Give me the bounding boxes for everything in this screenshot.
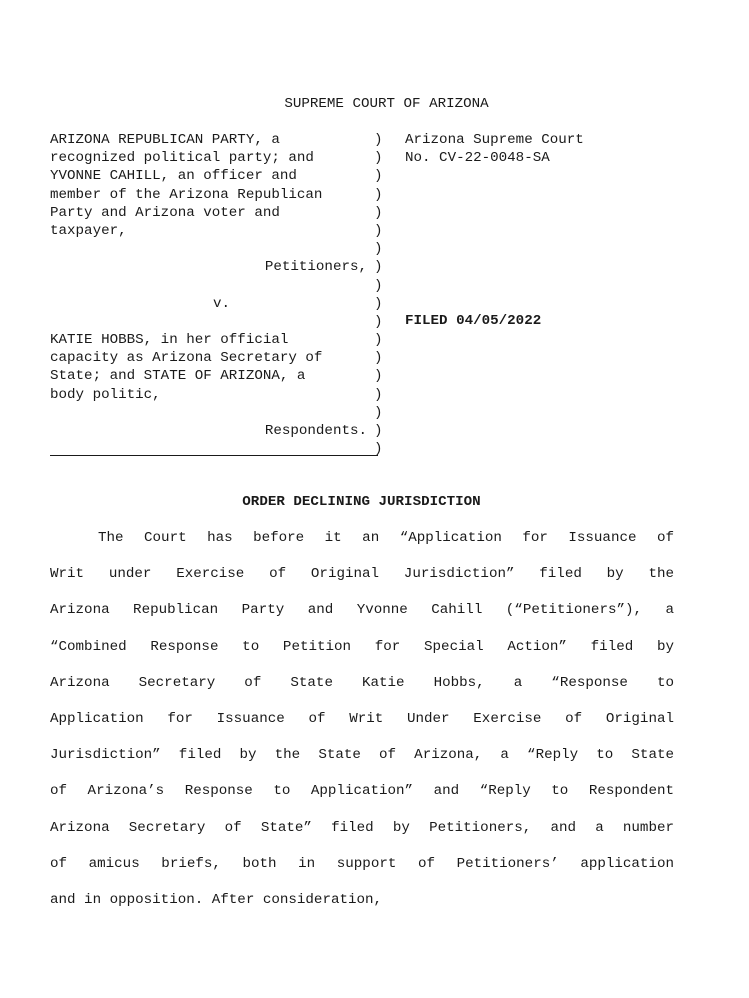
- body-line: Arizona Republican Party and Yvonne Cahill (“Petitioners”), a: [50, 602, 674, 619]
- respondent-line: body politic,: [50, 386, 161, 403]
- filed-date: FILED 04/05/2022: [405, 313, 542, 329]
- body-line: Application for Issuance of Writ Under Exercise of Original: [50, 710, 674, 727]
- blank-line: [50, 277, 367, 295]
- petitioner-line: recognized political party; and: [50, 150, 314, 167]
- body-line: Arizona Secretary of State Katie Hobbs, a “Response to: [50, 674, 674, 691]
- caption-paren: ): [374, 277, 383, 294]
- caption-paren: ): [374, 404, 383, 421]
- caption-paren: ): [374, 368, 383, 385]
- caption-paren: ): [374, 441, 383, 458]
- body-line: of amicus briefs, both in support of Petitioners’ application: [50, 855, 674, 872]
- body-line: “Combined Response to Petition for Special Action” filed by: [50, 638, 674, 655]
- blank-line: [50, 313, 367, 331]
- caption-paren: ): [374, 332, 383, 349]
- caption-paren: ): [374, 186, 383, 203]
- caption-paren: ): [374, 423, 383, 439]
- blank-line: [50, 404, 367, 422]
- body-line: Writ under Exercise of Original Jurisdiction” filed by the: [50, 566, 674, 583]
- body-line: The Court has before it an “Application for Issuance of: [98, 530, 674, 546]
- versus-label: v.: [213, 295, 231, 312]
- petitioner-line: taxpayer,: [50, 222, 127, 239]
- petitioner-line: ARIZONA REPUBLICAN PARTY, a: [50, 132, 280, 148]
- petitioners-label: Petitioners,: [264, 259, 367, 276]
- respondent-line: KATIE HOBBS, in her official: [50, 332, 289, 349]
- court-title: SUPREME COURT OF ARIZONA: [284, 96, 489, 112]
- caption-paren: ): [374, 204, 383, 221]
- body-line: Arizona Secretary of State” filed by Petitioners, and a number: [50, 819, 674, 836]
- caption-paren: ): [374, 386, 383, 403]
- petitioner-line: YVONNE CAHILL, an officer and: [50, 168, 297, 185]
- caption-paren: ): [374, 150, 383, 167]
- petitioner-line: member of the Arizona Republican: [50, 186, 323, 203]
- respondent-line: State; and STATE OF ARIZONA, a: [50, 368, 306, 385]
- caption-underline: [50, 455, 378, 456]
- respondents-label: Respondents.: [264, 423, 367, 439]
- body-line: Jurisdiction” filed by the State of Arizona, a “Reply to State: [50, 747, 674, 764]
- petitioner-line: Party and Arizona voter and: [50, 204, 280, 221]
- caption-paren: ): [374, 259, 383, 276]
- caption-paren: ): [374, 222, 383, 239]
- body-line: and in opposition. After consideration,: [50, 891, 383, 908]
- caption-paren-column: [374, 131, 383, 458]
- caption-paren: ): [374, 295, 383, 312]
- caption-paren: ): [374, 168, 383, 185]
- caption-paren: ): [374, 313, 383, 330]
- caption-paren: ): [374, 132, 383, 148]
- case-number: No. CV-22-0048-SA: [405, 150, 550, 167]
- case-caption-parties: [50, 131, 367, 440]
- body-line: of Arizona’s Response to Application” and “Reply to Respondent: [50, 783, 674, 800]
- case-number-block: [405, 131, 584, 167]
- caption-paren: ): [374, 350, 383, 367]
- blank-line: [50, 240, 367, 258]
- order-heading: ORDER DECLINING JURISDICTION: [242, 494, 481, 510]
- court-name-line: Arizona Supreme Court: [405, 132, 584, 148]
- order-body: [50, 520, 674, 918]
- caption-paren: ): [374, 241, 383, 258]
- respondent-line: capacity as Arizona Secretary of: [50, 350, 323, 367]
